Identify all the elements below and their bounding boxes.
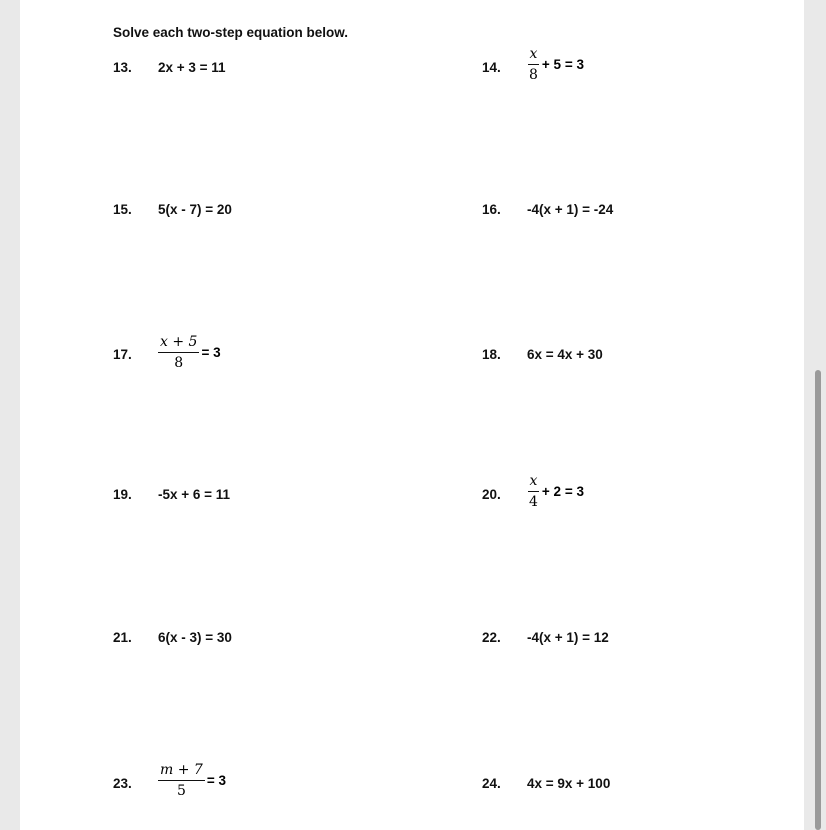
equation: 6(x - 3) = 30 bbox=[158, 630, 232, 645]
equation: 6x = 4x + 30 bbox=[527, 347, 603, 362]
equation bbox=[527, 45, 584, 84]
fraction bbox=[527, 45, 540, 84]
problem-number: 21. bbox=[113, 630, 132, 645]
problem-number: 17. bbox=[113, 347, 132, 362]
fraction bbox=[527, 472, 540, 511]
equation: 4x = 9x + 100 bbox=[527, 776, 611, 791]
problem-number: 14. bbox=[482, 60, 501, 75]
equation-rest: = 3 bbox=[206, 773, 226, 788]
problem-number: 22. bbox=[482, 630, 501, 645]
fraction-denominator: 5 bbox=[176, 783, 186, 799]
problem-number: 20. bbox=[482, 487, 501, 502]
vertical-scrollbar[interactable] bbox=[812, 0, 826, 830]
problem-number: 23. bbox=[113, 776, 132, 791]
equation bbox=[158, 333, 221, 372]
instructions-heading: Solve each two-step equation below. bbox=[113, 25, 349, 40]
problem-number: 15. bbox=[113, 202, 132, 217]
equation bbox=[158, 761, 226, 800]
problem-number: 19. bbox=[113, 487, 132, 502]
equation bbox=[527, 472, 584, 511]
equation: 5(x - 7) = 20 bbox=[158, 202, 232, 217]
fraction-numerator: x bbox=[528, 45, 540, 65]
equation-rest: + 5 = 3 bbox=[541, 57, 584, 72]
problem-number: 16. bbox=[482, 202, 501, 217]
fraction-denominator: 4 bbox=[529, 494, 538, 510]
equation-rest: + 2 = 3 bbox=[541, 484, 584, 499]
fraction-numerator: m + 7 bbox=[158, 761, 205, 781]
equation: -4(x + 1) = -24 bbox=[527, 202, 614, 217]
equation-rest: = 3 bbox=[201, 345, 221, 360]
equation: -5x + 6 = 11 bbox=[158, 487, 231, 502]
fraction-denominator: 8 bbox=[174, 355, 184, 371]
fraction bbox=[158, 761, 205, 800]
scrollbar-thumb[interactable] bbox=[815, 370, 821, 830]
equation: 2x + 3 = 11 bbox=[158, 60, 226, 75]
problem-number: 24. bbox=[482, 776, 501, 791]
fraction bbox=[158, 333, 199, 372]
fraction-numerator: x bbox=[528, 472, 540, 492]
worksheet-page bbox=[20, 0, 804, 830]
problem-number: 18. bbox=[482, 347, 501, 362]
fraction-numerator: x + 5 bbox=[158, 333, 199, 353]
equation: -4(x + 1) = 12 bbox=[527, 630, 609, 645]
fraction-denominator: 8 bbox=[529, 67, 538, 83]
problem-number: 13. bbox=[113, 60, 132, 75]
